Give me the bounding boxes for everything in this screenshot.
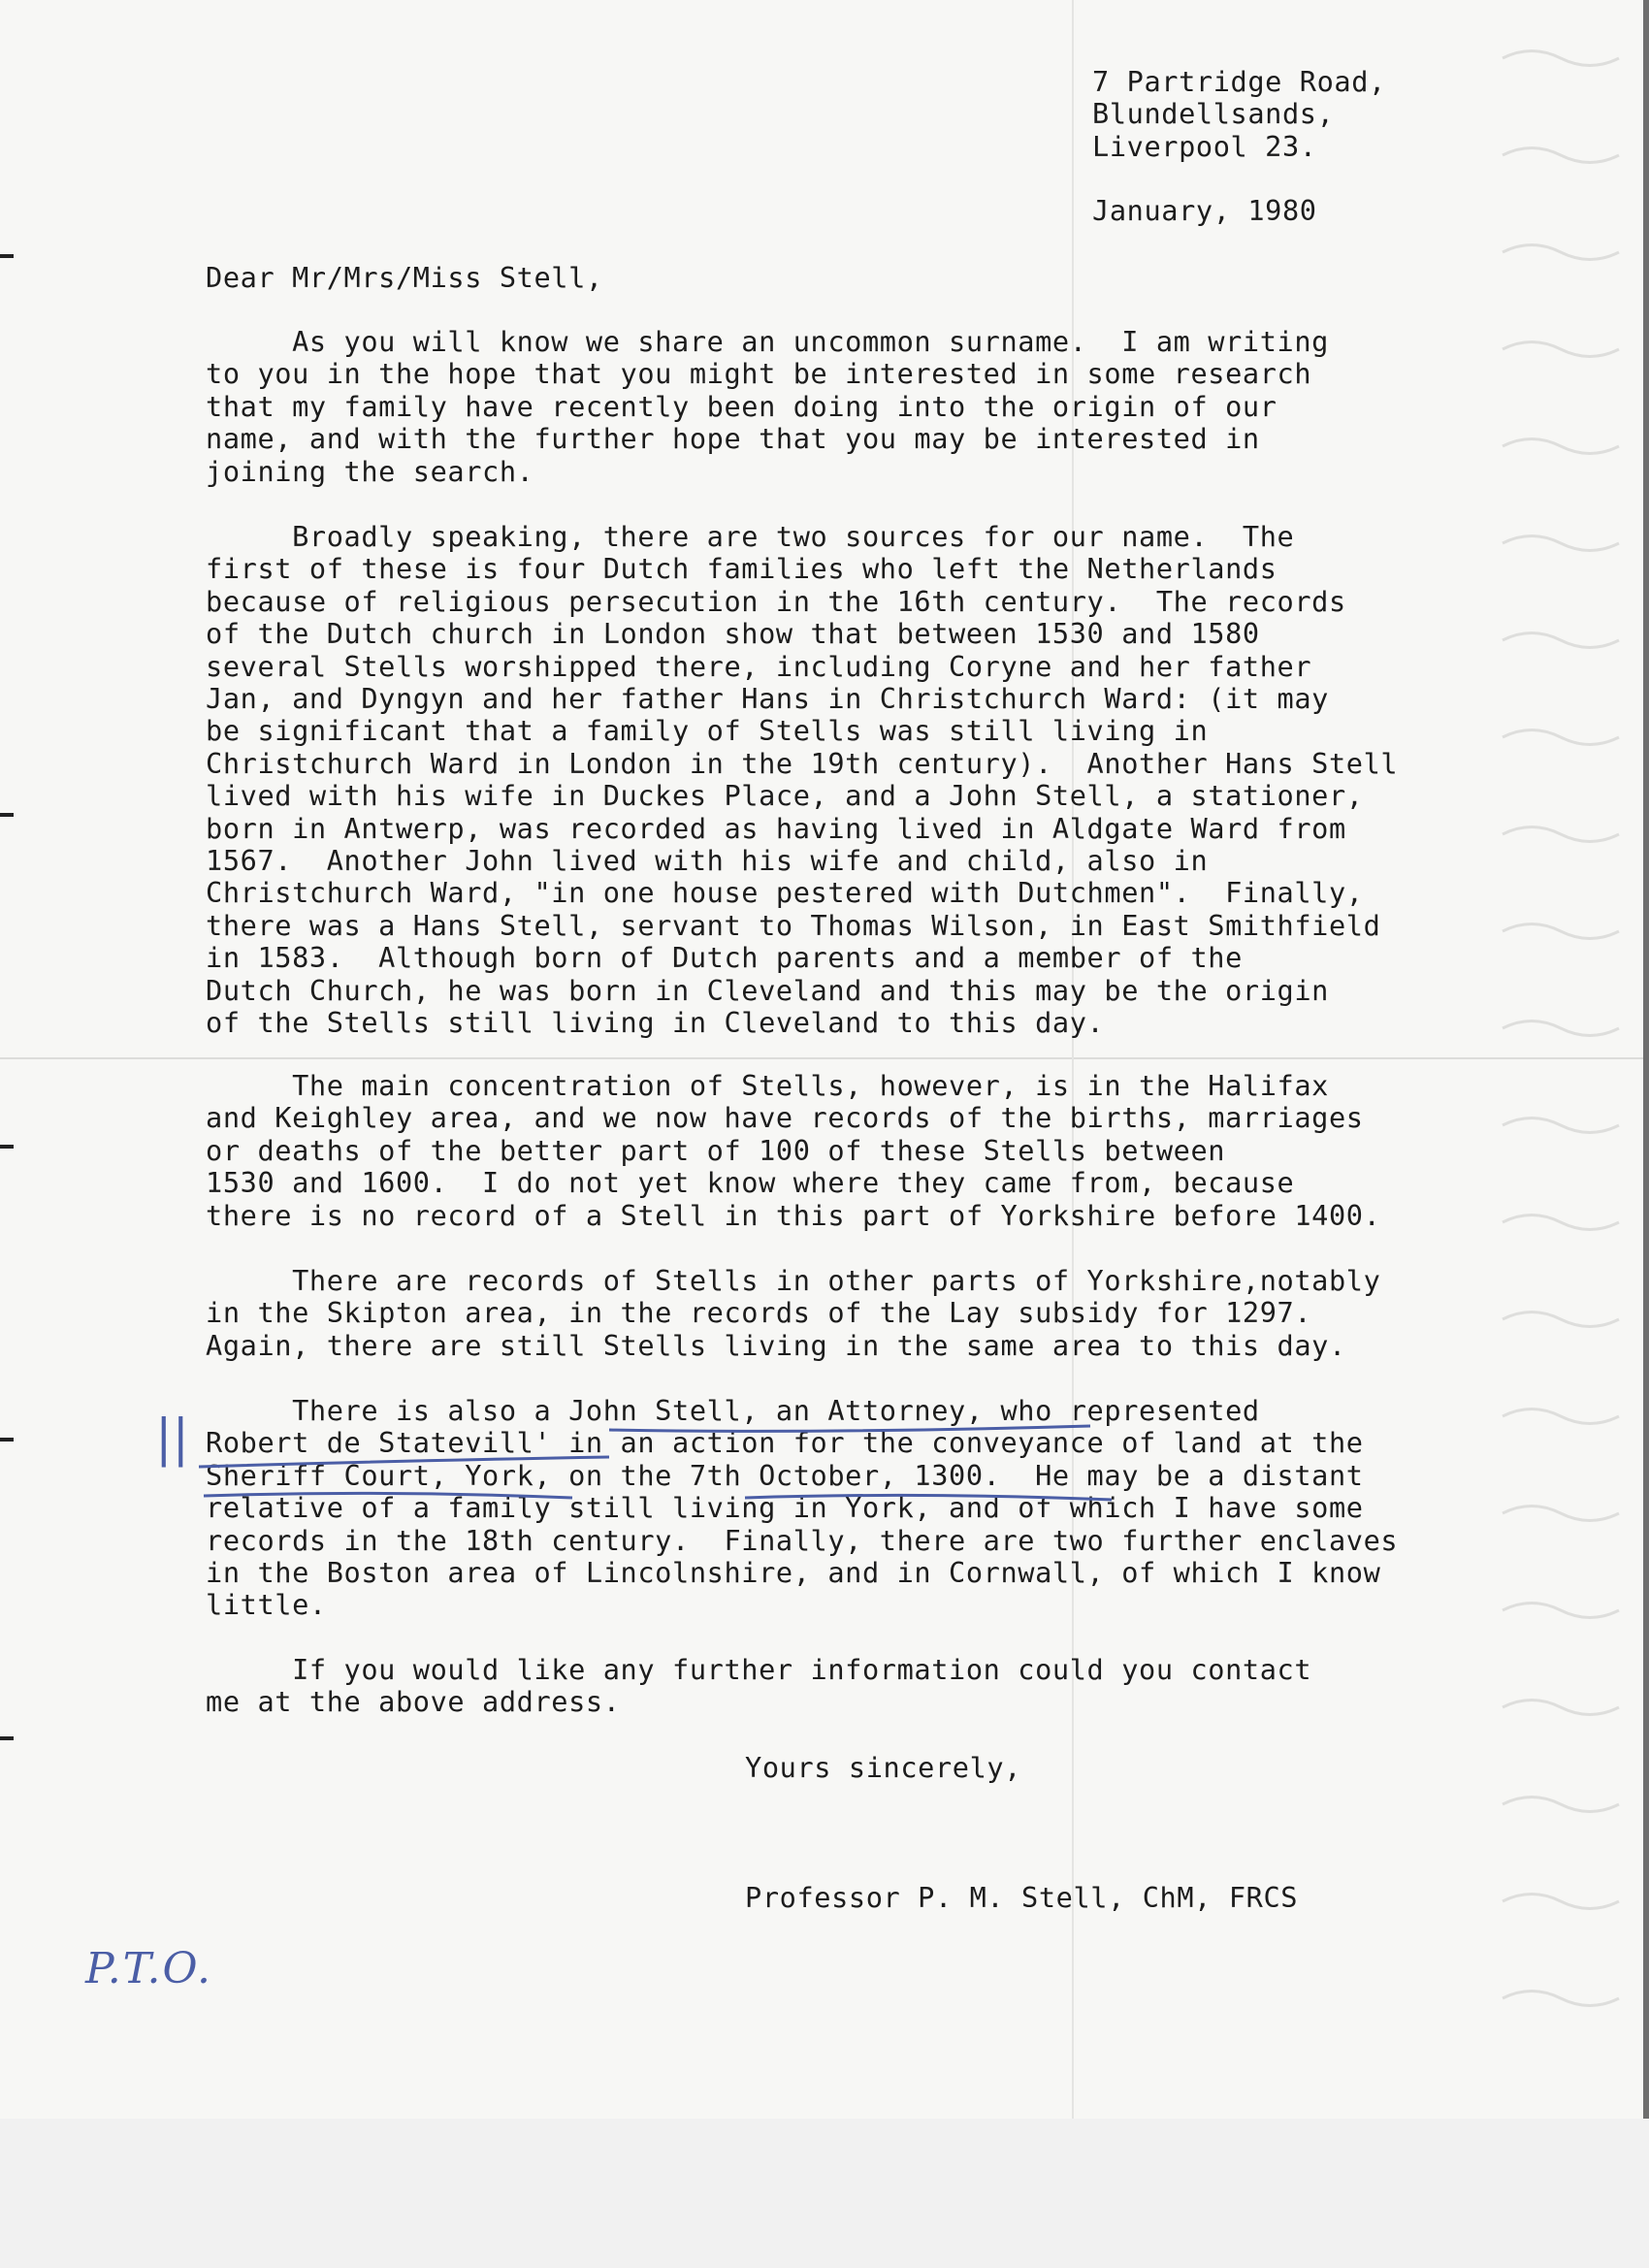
- text-line: that my family have recently been doing into the origin of our: [206, 389, 1277, 423]
- text-line: records in the 18th century. Finally, there are two further enclaves: [206, 1523, 1399, 1557]
- text-line: several Stells worshipped there, including Coryne and her father: [206, 649, 1312, 683]
- sender-address: [1092, 66, 1386, 163]
- text-line: Robert de Statevill' in an action for the conveyance of land at the: [206, 1426, 1364, 1460]
- text-line: of the Stells still living in Cleveland to this day.: [206, 1006, 1105, 1040]
- binder-hole-mark: [0, 254, 14, 258]
- text-line: Christchurch Ward, "in one house pestered with Dutchmen". Finally,: [206, 876, 1364, 910]
- text-line: or deaths of the better part of 100 of these Stells between: [206, 1133, 1226, 1167]
- letter-date: January, 1980: [1092, 194, 1317, 227]
- binder-hole-mark: [0, 1145, 14, 1149]
- text-line: relative of a family still living in York, and of which I have some: [206, 1491, 1364, 1525]
- body-paragraph: [206, 521, 1398, 1040]
- text-line: Dutch Church, he was born in Cleveland and this may be the origin: [206, 973, 1329, 1007]
- text-line: Broadly speaking, there are two sources for our name. The: [206, 520, 1295, 553]
- salutation: Dear Mr/Mrs/Miss Stell,: [206, 261, 603, 294]
- signature: Professor P. M. Stell, ChM, FRCS: [745, 1881, 1299, 1914]
- text-line: The main concentration of Stells, however, is in the Halifax: [206, 1069, 1329, 1102]
- binder-hole-mark: [0, 813, 14, 817]
- body-paragraph: [206, 326, 1329, 488]
- show-through-handwriting: [1498, 19, 1624, 2057]
- text-line: Christchurch Ward in London in the 19th century). Another Hans Stell: [206, 746, 1399, 780]
- text-line: there is no record of a Stell in this part of Yorkshire before 1400.: [206, 1198, 1381, 1232]
- address-line: 7 Partridge Road,: [1092, 65, 1386, 98]
- body-paragraph: [206, 1070, 1380, 1232]
- text-line: name, and with the further hope that you may be interested in: [206, 422, 1260, 456]
- text-line: As you will know we share an uncommon surname. I am writing: [206, 325, 1329, 358]
- text-line: joining the search.: [206, 454, 534, 488]
- text-line: in 1583. Although born of Dutch parents and a member of the: [206, 941, 1243, 975]
- fold-crease-vertical: [1072, 0, 1074, 2119]
- text-line: to you in the hope that you might be interested in some research: [206, 357, 1312, 391]
- fold-crease-horizontal: [0, 1057, 1643, 1059]
- text-line: me at the above address.: [206, 1685, 621, 1719]
- text-line: Jan, and Dyngyn and her father Hans in Christchurch Ward: (it may: [206, 682, 1329, 716]
- text-line: 1567. Another John lived with his wife and child, also in: [206, 844, 1209, 878]
- address-line: Liverpool 23.: [1092, 129, 1317, 163]
- body-paragraph: [206, 1395, 1398, 1622]
- text-line: There are records of Stells in other parts of Yorkshire,notably: [206, 1264, 1381, 1297]
- body-paragraph: [206, 1654, 1311, 1719]
- text-line: in the Boston area of Lincolnshire, and in Cornwall, of which I know: [206, 1556, 1381, 1590]
- text-line: born in Antwerp, was recorded as having lived in Aldgate Ward from: [206, 811, 1346, 845]
- text-line: be significant that a family of Stells was still living in: [206, 714, 1209, 748]
- text-line: first of these is four Dutch families who left the Netherlands: [206, 552, 1277, 586]
- address-line: Blundellsands,: [1092, 97, 1335, 131]
- text-line: lived with his wife in Duckes Place, and a John Stell, a stationer,: [206, 779, 1364, 813]
- pto-note: P.T.O.: [85, 1944, 213, 1993]
- text-line: Again, there are still Stells living in the same area to this day.: [206, 1328, 1346, 1362]
- margin-mark: ||: [155, 1409, 190, 1468]
- binder-hole-mark: [0, 1736, 14, 1740]
- text-line: If you would like any further information could you contact: [206, 1653, 1312, 1686]
- closing: Yours sincerely,: [745, 1751, 1022, 1784]
- text-line: Sheriff Court, York, on the 7th October, 1300. He may be a distant: [206, 1458, 1364, 1492]
- binder-hole-mark: [0, 1438, 14, 1442]
- text-line: in the Skipton area, in the records of the Lay subsidy for 1297.: [206, 1296, 1312, 1330]
- body-paragraph: [206, 1265, 1380, 1362]
- text-line: little.: [206, 1588, 327, 1622]
- text-line: There is also a John Stell, an Attorney, who represented: [206, 1394, 1260, 1427]
- text-line: and Keighley area, and we now have records of the births, marriages: [206, 1101, 1364, 1135]
- scanner-bed: [0, 2119, 1649, 2268]
- text-line: there was a Hans Stell, servant to Thomas Wilson, in East Smithfield: [206, 908, 1381, 942]
- text-line: of the Dutch church in London show that between 1530 and 1580: [206, 617, 1260, 651]
- text-line: because of religious persecution in the 16th century. The records: [206, 584, 1346, 618]
- text-line: 1530 and 1600. I do not yet know where they came from, because: [206, 1166, 1295, 1200]
